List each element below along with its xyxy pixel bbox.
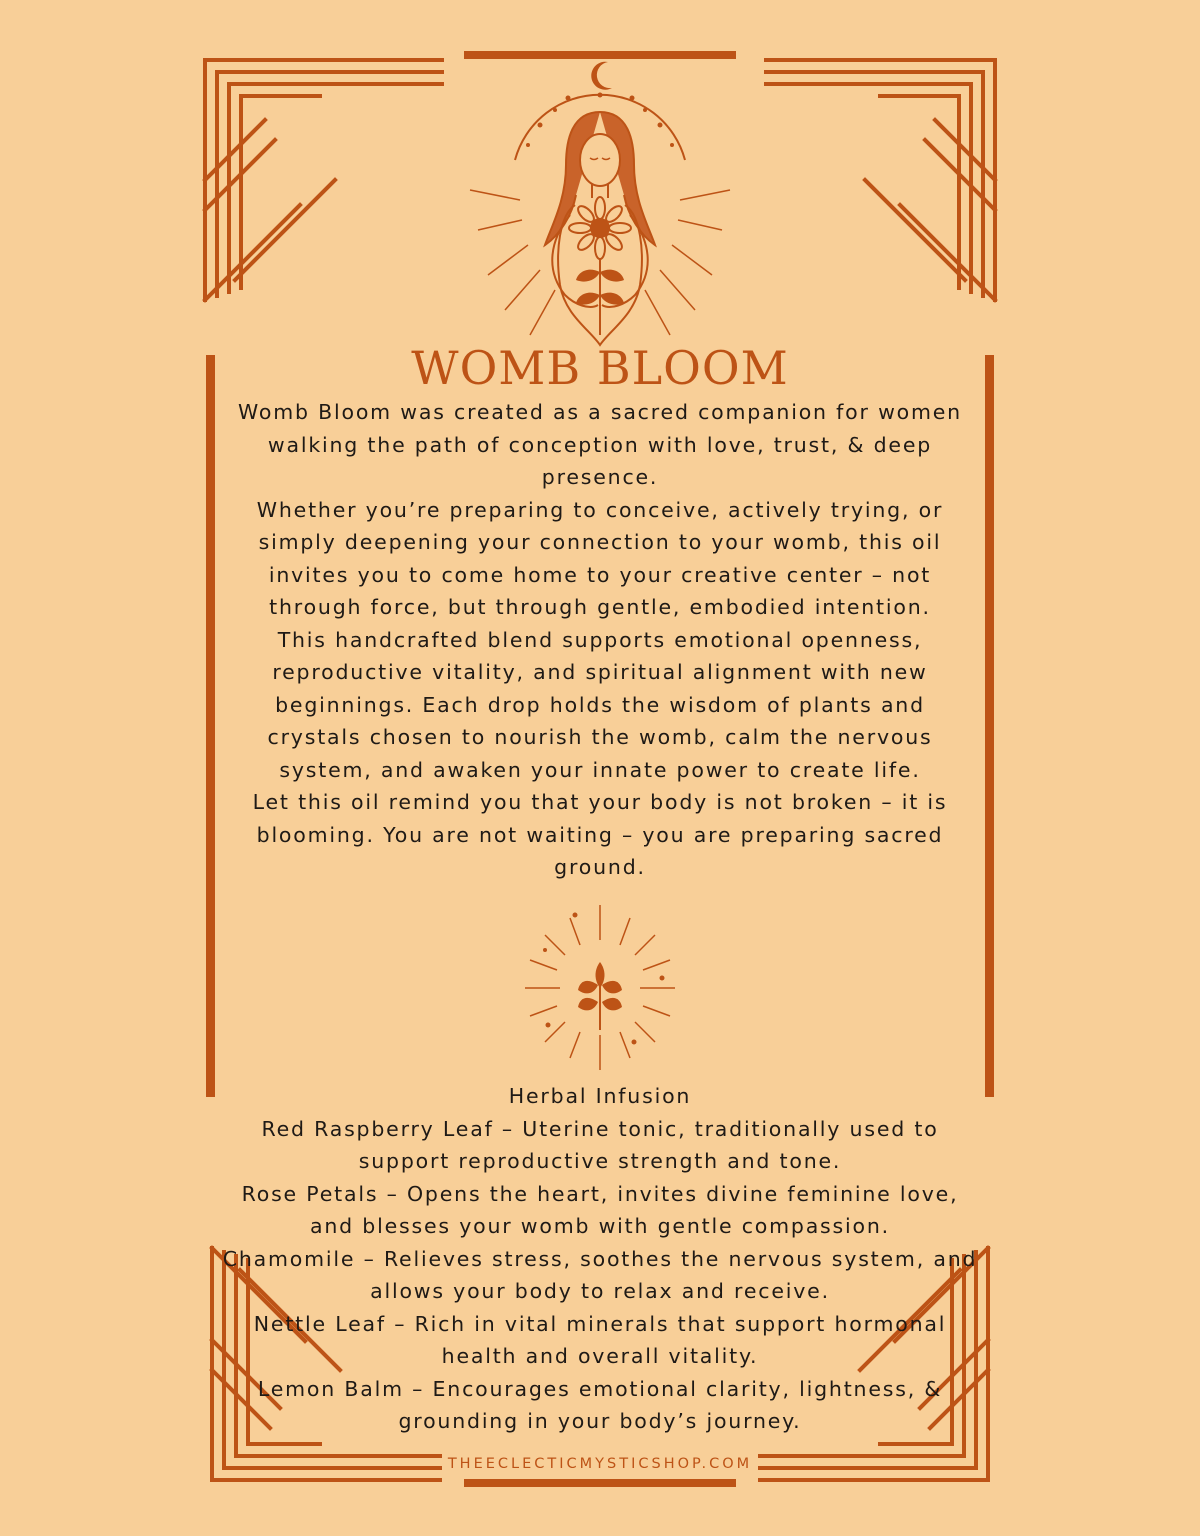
- intro-text: [230, 396, 970, 884]
- page-title: WOMB BLOOM: [411, 341, 789, 395]
- sunburst-leaf-icon: [525, 905, 675, 1070]
- goddess-with-flower-icon: [470, 93, 730, 346]
- right-side-bar: [985, 355, 994, 1097]
- left-side-bar: [206, 355, 215, 1097]
- bottom-bar: [464, 1479, 736, 1487]
- website-link[interactable]: THEECLECTICMYSTICSHOP.COM: [447, 1456, 753, 1472]
- herbs-heading: Herbal Infusion: [508, 1084, 692, 1108]
- herb-item: Chamomile – Relieves stress, soothes the nervous system, and allows your body to relax and receive.: [222, 1246, 978, 1303]
- intro-paragraph-1: Womb Bloom was created as a sacred companion for women walking the path of conception with love, trust, & deep presence.: [238, 400, 962, 489]
- herb-item: Lemon Balm – Encourages emotional clarity, lightness, & grounding in your body’s journey.: [257, 1376, 943, 1433]
- herb-item: Rose Petals – Opens the heart, invites divine feminine love, and blesses your womb with gentle compassion.: [241, 1181, 959, 1238]
- corner-ornament-top-right: [766, 60, 995, 300]
- herbal-infusion-section: [220, 1080, 980, 1438]
- herb-item: Red Raspberry Leaf – Uterine tonic, traditionally used to support reproductive strength and tone.: [261, 1116, 939, 1173]
- intro-paragraph-4: Let this oil remind you that your body is not broken – it is blooming. You are not waiting – you are preparing sacred ground.: [252, 790, 948, 879]
- crescent-moon-icon: [591, 62, 612, 90]
- top-bar: [464, 51, 736, 59]
- intro-paragraph-3: This handcrafted blend supports emotional openness, reproductive vitality, and spiritual alignment with new beginnings. Each drop holds the wisdom of plants and crystals chosen to nourish the womb, calm the nervous system, and awaken your innate power to create life.: [267, 627, 933, 782]
- herb-item: Nettle Leaf – Rich in vital minerals that support hormonal health and overall vitality.: [253, 1311, 947, 1368]
- intro-paragraph-2: Whether you’re preparing to conceive, actively trying, or simply deepening your connection to your womb, this oil invites you to come home to your creative center – not through force, but through gentle, embodied intention.: [256, 497, 944, 619]
- corner-ornament-top-left: [205, 60, 442, 300]
